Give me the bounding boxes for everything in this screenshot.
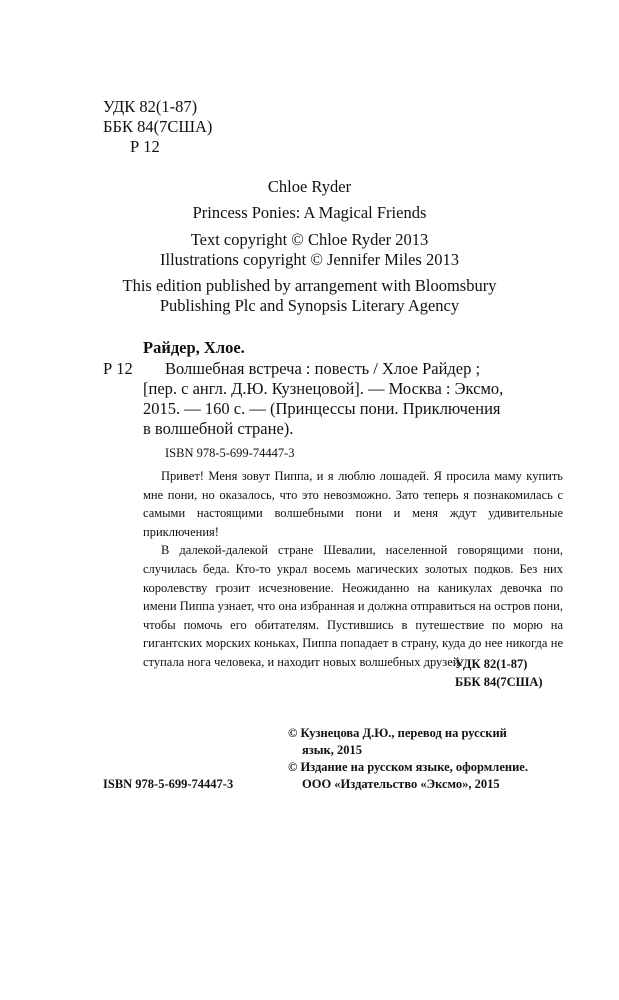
catalog-code: Р 12 <box>103 359 133 378</box>
annotation <box>143 467 563 672</box>
catalog-description-line1: Волшебная встреча : повесть / Хлое Райдер ; <box>165 359 481 378</box>
original-author: Chloe Ryder <box>267 177 352 196</box>
annotation-bbk: ББК 84(7США) <box>455 675 543 689</box>
text-copyright: Text copyright © Chloe Ryder 2013 <box>190 230 429 249</box>
translation-copyright-line1: © Кузнецова Д.Ю., перевод на русский <box>288 726 507 740</box>
catalog-author-heading: Райдер, Хлое. <box>143 338 245 357</box>
edition-copyright-line1: © Издание на русском языке, оформление. <box>288 760 528 774</box>
udk-code: УДК 82(1-87) <box>103 97 198 116</box>
bbk-code: ББК 84(7США) <box>103 117 213 136</box>
edition-note-line2: Publishing Plc and Synopsis Literary Agency <box>159 296 460 315</box>
annotation-paragraph-2: В далекой-далекой стране Шевалии, населенной говорящими пони, случилась беда. Кто-то украл восемь магических золотых подков. Без них королевству грозит исчезновение. Неожиданно на каникулах девочка по имени Пиппа узнает, что она избранная и должна отправиться на остров пони, чтобы помочь его обитателям. Пустившись в путешествие по морю на гигантских морских коньках, Пиппа попадает в страну, куда до нее никогда не ступала нога человека, и находит новых волшебных друзей. <box>143 543 563 669</box>
catalog-description-line4: в волшебной стране). <box>143 419 294 438</box>
catalog-description-line2: [пер. с англ. Д.Ю. Кузнецовой]. — Москва : Эксмо, <box>143 379 504 398</box>
original-title: Princess Ponies: A Magical Friends <box>192 203 427 222</box>
edition-note-line1: This edition published by arrangement with Bloomsbury <box>122 276 497 295</box>
author-sign-code: Р 12 <box>130 137 160 156</box>
catalog-description-line3: 2015. — 160 с. — (Принцессы пони. Приключения <box>143 399 501 418</box>
annotation-udk: УДК 82(1-87) <box>455 657 528 671</box>
footer-isbn: ISBN 978-5-699-74447-3 <box>103 777 234 791</box>
catalog-isbn: ISBN 978-5-699-74447-3 <box>165 446 295 460</box>
translation-copyright-line2: язык, 2015 <box>302 743 362 757</box>
annotation-paragraph-1: Привет! Меня зовут Пиппа, и я люблю лошадей. Я просила маму купить мне пони, но оказалось, что это невозможно. Зато теперь я познакомилась с самыми настоящими волшебными пони и меня ждут удивительные приключения! <box>143 469 563 539</box>
edition-copyright-line2: ООО «Издательство «Эксмо», 2015 <box>302 777 500 791</box>
illustrations-copyright: Illustrations copyright © Jennifer Miles 2013 <box>160 250 459 269</box>
